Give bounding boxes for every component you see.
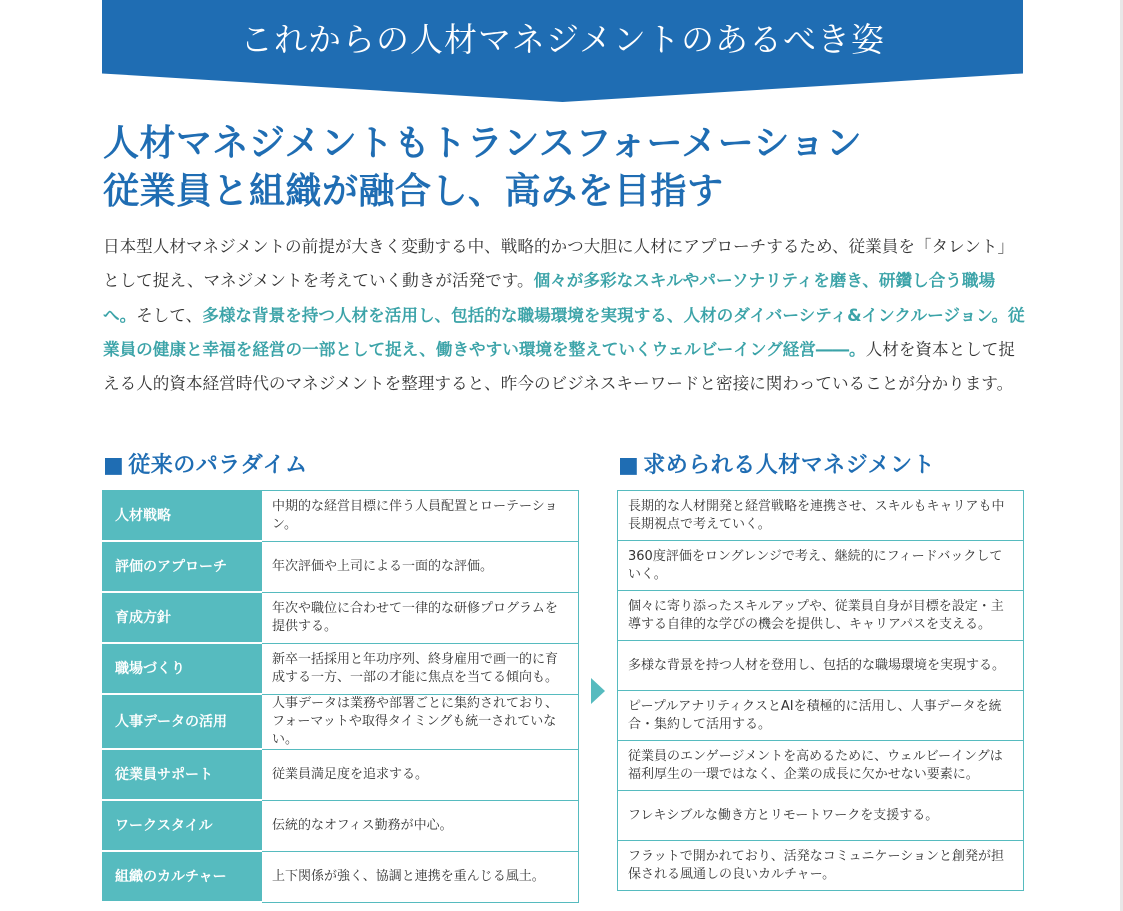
row-value: 人事データは業務や部署ごとに集約されており、フォーマットや取得タイミングも統一されていない。 xyxy=(262,694,579,749)
banner-title: これからの人材マネジメントのあるべき姿 xyxy=(239,20,885,59)
intro-text-2: そして、 xyxy=(136,305,203,325)
row-header: 育成方針 xyxy=(103,592,262,643)
row-value: フラットで開かれており、活発なコミュニケーションと創発が担保される風通しの良いカルチャー。 xyxy=(618,841,1024,891)
row-value: 従業員のエンゲージメントを高めるために、ウェルビーイングは福利厚生の一環ではなく、企業の成長に欠かせない要素に。 xyxy=(618,741,1024,791)
row-value: 新卒一括採用と年功序列、終身雇用で画一的に育成する一方、一部の才能に焦点を当てる傾向も。 xyxy=(262,643,579,694)
row-header: 組織のカルチャー xyxy=(103,851,262,902)
table-row xyxy=(618,691,1024,741)
headline-line-2: 従業員と組織が融合し、高みを目指す xyxy=(103,171,724,212)
table-row xyxy=(618,491,1024,541)
intro-text-3: 人材を資本として捉える人的資本経営時代のマネジメントを整理すると、昨今のビジネスキーワードと密接に関わっていることが分かります。 xyxy=(103,339,1015,394)
row-header: 従業員サポート xyxy=(103,749,262,800)
row-value: 多様な背景を持つ人材を登用し、包括的な職場環境を実現する。 xyxy=(618,641,1024,691)
intro-text-1: 日本型人材マネジメントの前提が大きく変動する中、戦略的かつ大胆に人材にアプローチするため、従業員を「タレント」として捉え、マネジメントを考えていく動きが活発です。 xyxy=(103,237,1015,291)
table-row xyxy=(103,694,579,749)
table-row xyxy=(618,641,1024,691)
table-row xyxy=(103,643,579,694)
row-value: 伝統的なオフィス勤務が中心。 xyxy=(262,800,579,851)
row-header: ワークスタイル xyxy=(103,800,262,851)
conventional-paradigm-table xyxy=(102,490,579,903)
row-value: 個々に寄り添ったスキルアップや、従業員自身が目標を設定・主導する自律的な学びの機会を提供し、キャリアパスを支える。 xyxy=(618,591,1024,641)
table-row xyxy=(618,591,1024,641)
square-bullet-icon: ■ xyxy=(618,453,640,478)
table-row xyxy=(103,541,579,592)
row-value: 360度評価をロングレンジで考え、継続的にフィードバックしていく。 xyxy=(618,541,1024,591)
arrow-right-icon xyxy=(591,678,605,704)
section-title-conventional-text: 従来のパラダイム xyxy=(128,453,308,478)
table-row xyxy=(618,791,1024,841)
row-value: フレキシブルな働き方とリモートワークを支援する。 xyxy=(618,791,1024,841)
table-row xyxy=(103,491,579,542)
row-header: 人事データの活用 xyxy=(103,694,262,749)
table-row xyxy=(103,592,579,643)
table-row xyxy=(103,800,579,851)
headline-line-1: 人材マネジメントもトランスフォーメーション xyxy=(103,123,863,164)
row-header: 職場づくり xyxy=(103,643,262,694)
table-row xyxy=(618,541,1024,591)
section-title-required-text: 求められる人材マネジメント xyxy=(643,453,936,478)
headline xyxy=(103,120,862,216)
row-value: 年次評価や上司による一面的な評価。 xyxy=(262,541,579,592)
row-value: ピープルアナリティクスとAIを積極的に活用し、人事データを統合・集約して活用する。 xyxy=(618,691,1024,741)
square-bullet-icon: ■ xyxy=(103,453,125,478)
intro-paragraph xyxy=(103,230,1028,401)
required-management-table xyxy=(617,490,1024,891)
section-title-required xyxy=(618,448,935,479)
table-row xyxy=(103,749,579,800)
row-header: 評価のアプローチ xyxy=(103,541,262,592)
row-value: 上下関係が強く、協調と連携を重んじる風土。 xyxy=(262,851,579,902)
row-header: 人材戦略 xyxy=(103,491,262,542)
intro-highlight-2: 多様な背景を持つ人材を活用し、包括的な職場環境を実現する、人材のダイバーシティ&インクルージョン。従業員の健康と幸福を経営の一部として捉え、働きやすい環境を整えていくウェルビーイング経営――。 xyxy=(103,305,1025,359)
intro-highlight-1: 個々が多彩なスキルやパーソナリティを磨き、研鑽し合う職場へ。 xyxy=(103,271,996,325)
table-row xyxy=(618,741,1024,791)
table-row xyxy=(103,851,579,902)
row-value: 長期的な人材開発と経営戦略を連携させ、スキルもキャリアも中長期視点で考えていく。 xyxy=(618,491,1024,541)
row-value: 従業員満足度を追求する。 xyxy=(262,749,579,800)
section-title-conventional xyxy=(103,448,308,479)
row-value: 中期的な経営目標に伴う人員配置とローテーション。 xyxy=(262,491,579,542)
table-row xyxy=(618,841,1024,891)
row-value: 年次や職位に合わせて一律的な研修プログラムを提供する。 xyxy=(262,592,579,643)
